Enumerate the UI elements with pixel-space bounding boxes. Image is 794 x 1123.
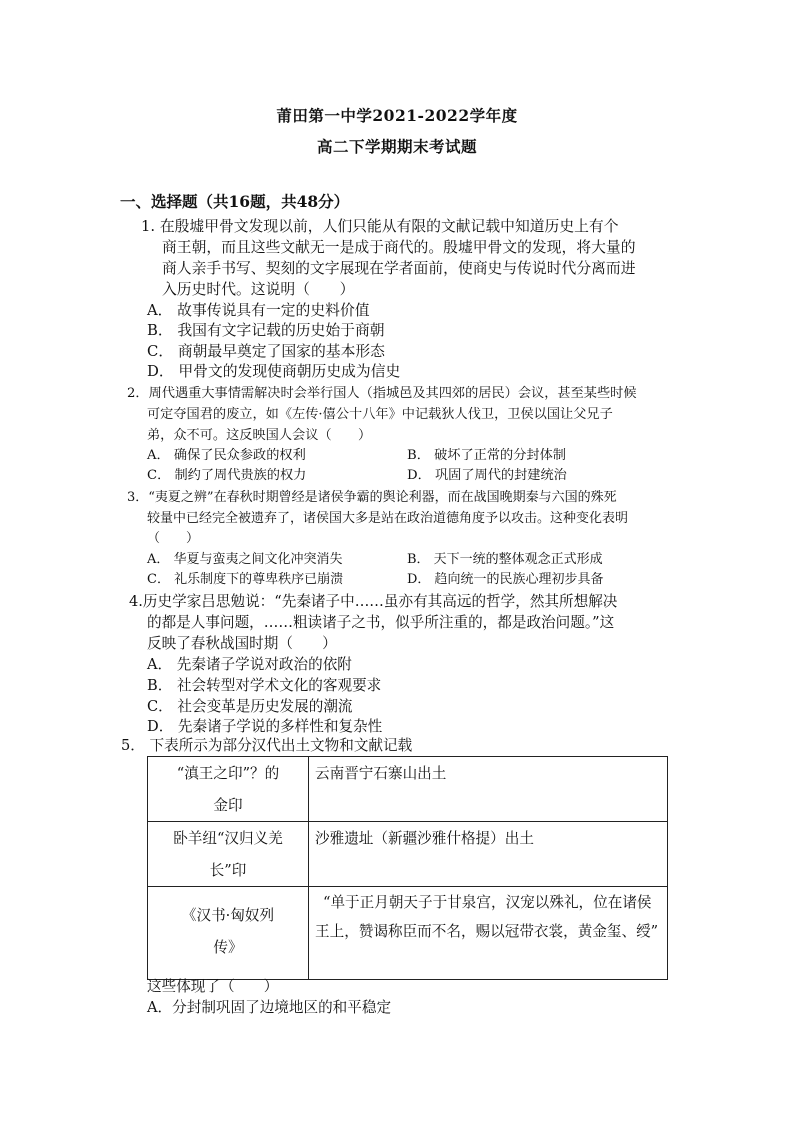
cell-text: 卧羊纽“汉归义羌 (173, 830, 283, 847)
question-text-line: 这些体现了（ ） (147, 978, 279, 995)
table-cell-item (148, 822, 309, 887)
table-row (148, 887, 668, 980)
cell-text: 云南晋宁石寨山出土 (315, 765, 447, 782)
question-text-line: 5． 下表所示为部分汉代出土文物和文献记载 (121, 737, 413, 754)
answer-option-b[interactable]: B． 天下一统的整体观念正式形成 (407, 552, 603, 567)
table-cell-desc (309, 757, 668, 822)
table-cell-item (148, 887, 309, 980)
cell-text: 长”印 (209, 862, 247, 879)
question-text-line: 反映了春秋战国时期（ ） (147, 635, 337, 652)
cell-text: “滇王之印”？的 (176, 765, 280, 782)
relics-table (147, 756, 668, 980)
question-text-line: 较量中已经完全被遗弃了，诸侯国大多是站在政治道德角度予以攻击。这种变化表明 (147, 511, 629, 526)
cell-text: 沙雅遗址（新疆沙雅什格提）出土 (315, 830, 534, 847)
answer-option-a[interactable]: A． 先秦诸子学说对政治的依附 (147, 656, 352, 673)
question-text-line: 商人亲手书写、契刻的文字展现在学者面前，使商史与传说时代分离而进 (162, 260, 636, 277)
cell-text: “单于正月朝天子于甘泉宫，汉宠以殊礼，位在诸侯王上，赞谒称臣而不名，赐以冠带衣裳，黄金玺、绶” (315, 894, 659, 940)
answer-option-d[interactable]: D． 趋向统一的民族心理初步具备 (407, 572, 604, 587)
cell-text: 金印 (213, 797, 243, 814)
answer-option-c[interactable]: C． 制约了周代贵族的权力 (147, 468, 307, 483)
answer-option-b[interactable]: B． 我国有文字记载的历史始于商朝 (147, 322, 385, 339)
question-text-line: 弟，众不可。这反映国人会议（ ） (147, 428, 372, 443)
cell-text: 传》 (213, 939, 243, 956)
question-text-line: 4.历史学家吕思勉说：“先秦诸子中……虽亦有其高远的哲学，然其所想解决 (129, 593, 618, 610)
table-row (148, 822, 668, 887)
question-text-line: 入历史时代。这说明（ ） (162, 281, 355, 298)
answer-option-b[interactable]: B． 社会转型对学术文化的客观要求 (147, 677, 382, 694)
answer-option-a[interactable]: A． 故事传说具有一定的史料价值 (147, 302, 370, 319)
answer-option-c[interactable]: C． 商朝最早奠定了国家的基本形态 (147, 343, 385, 360)
section-heading: 一、选择题（共16题，共48分） (120, 192, 350, 211)
answer-option-d[interactable]: D． 甲骨文的发现使商朝历史成为信史 (147, 363, 401, 380)
table-row (148, 757, 668, 822)
question-text-line: 可定夺国君的废立，如《左传·僖公十八年》中记载狄人伐卫，卫侯以国让父兄子 (147, 407, 613, 422)
answer-option-d[interactable]: D． 先秦诸子学说的多样性和复杂性 (147, 718, 383, 735)
table-cell-item (148, 757, 309, 822)
question-text-line: 商王朝，而且这些文献无一是成于商代的。殷墟甲骨文的发现，将大量的 (162, 239, 636, 256)
question-text-line: 1. 在殷墟甲骨文发现以前，人们只能从有限的文献记载中知道历史上有个 (141, 218, 619, 235)
answer-option-a[interactable]: A．分封制巩固了边境地区的和平稳定 (147, 999, 392, 1016)
table-cell-desc (309, 887, 668, 980)
question-text-line: 3．“夷夏之辨”在春秋时期曾经是诸侯争霸的舆论利器，而在战国晚期秦与六国的殊死 (127, 490, 617, 505)
question-text-line: 的都是人事问题，……粗读诸子之书，似乎所注重的，都是政治问题。”这 (147, 614, 615, 631)
answer-option-b[interactable]: B． 破坏了正常的分封体制 (407, 448, 566, 463)
question-text-line: 2．周代遇重大事情需解决时会举行国人（指城邑及其四郊的居民）会议，甚至某些时候 (127, 386, 637, 401)
answer-option-d[interactable]: D． 巩固了周代的封建统治 (407, 468, 567, 483)
answer-option-a[interactable]: A． 华夏与蛮夷之间文化冲突消失 (147, 552, 343, 567)
answer-option-a[interactable]: A． 确保了民众参政的权利 (147, 448, 306, 463)
question-text-line: （ ） (147, 531, 200, 546)
exam-subtitle: 高二下学期期末考试题 (316, 137, 477, 156)
answer-option-c[interactable]: C． 社会变革是历史发展的潮流 (147, 698, 353, 715)
exam-title: 莆田第一中学2021-2022学年度 (276, 106, 518, 125)
answer-option-c[interactable]: C． 礼乐制度下的尊卑秩序已崩溃 (147, 572, 344, 587)
cell-text: 《汉书·匈奴列 (181, 907, 275, 924)
table-cell-desc (309, 822, 668, 887)
